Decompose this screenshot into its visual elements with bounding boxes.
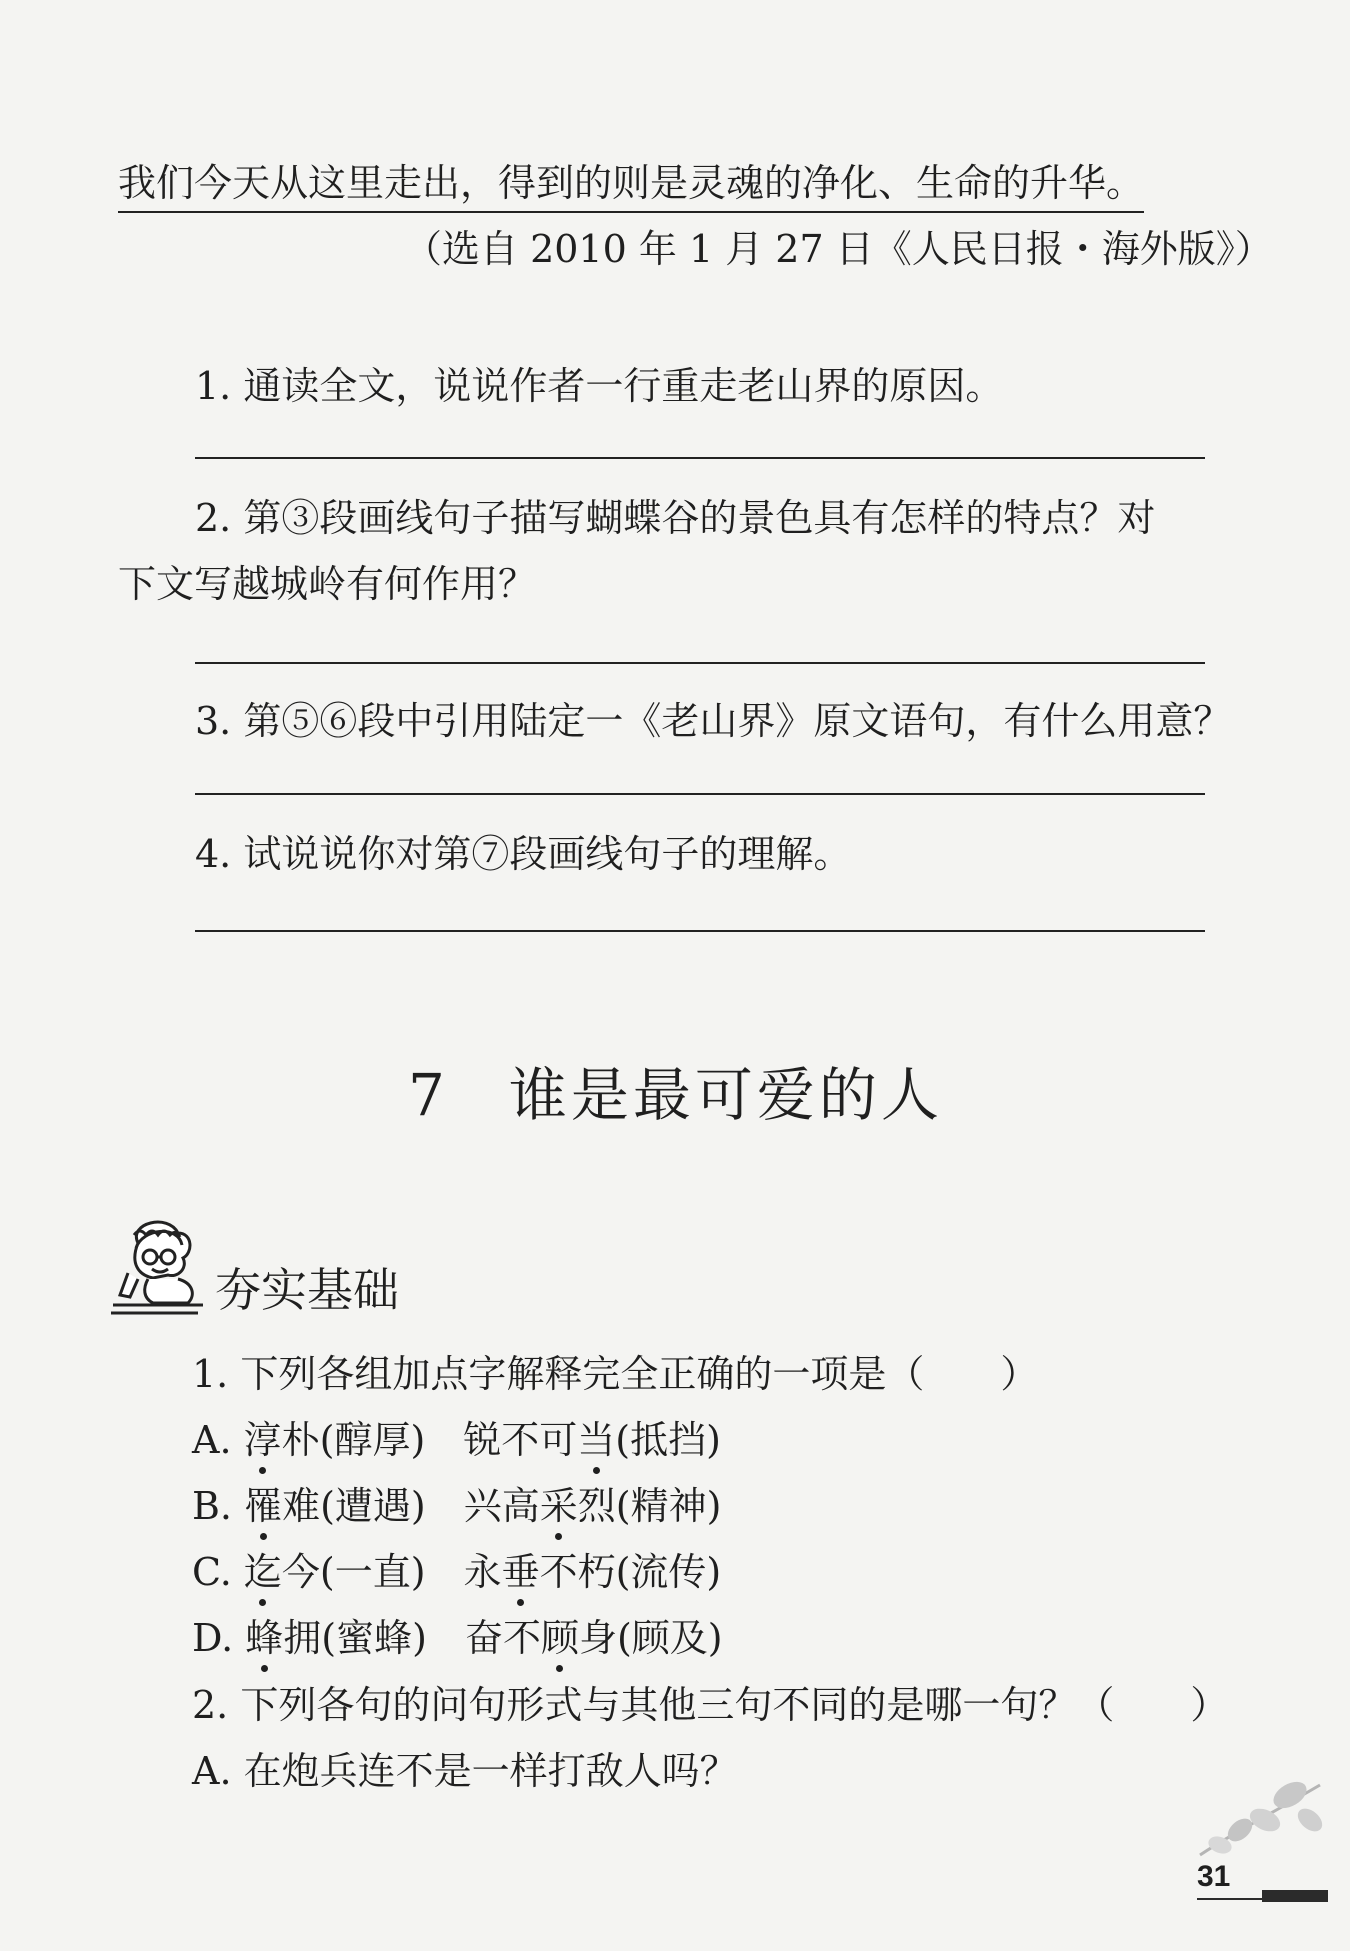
option-d-prefix: D.	[192, 1616, 246, 1660]
mcq-1-option-c[interactable]	[192, 1541, 721, 1596]
passage-last-line-text: 我们今天从这里走出，得到的则是灵魂的净化、生命的升华。	[118, 161, 1145, 205]
answer-line-3[interactable]	[195, 793, 1205, 795]
option-b-prefix: B.	[192, 1484, 245, 1528]
question-4: 4. 试说说你对第⑦段画线句子的理解。	[195, 832, 852, 876]
emphasis-char: 蜂	[245, 1607, 283, 1662]
lesson-number: 7	[408, 1061, 449, 1129]
option-b-end: 烈(精神)	[577, 1484, 722, 1528]
option-b-mid: 难(遭遇) 兴高	[282, 1484, 540, 1528]
passage-last-line	[118, 152, 1144, 213]
emphasis-char: 淳	[244, 1409, 282, 1464]
mcq-1-option-b[interactable]	[192, 1475, 721, 1530]
mcq-1-option-a[interactable]	[192, 1409, 721, 1464]
option-a-mid: 朴(醇厚) 锐不可	[281, 1418, 578, 1462]
mcq-2-option-a[interactable]: A. 在炮兵连不是一样打敌人吗？	[192, 1749, 738, 1793]
option-c-prefix: C.	[192, 1550, 244, 1594]
section-title: 夯实基础	[215, 1263, 399, 1317]
emphasis-char: 采	[540, 1475, 578, 1530]
question-1: 1. 通读全文，说说作者一行重走老山界的原因。	[195, 364, 1004, 408]
page-number-bar	[1262, 1890, 1328, 1902]
option-c-end: 不朽(流传)	[539, 1550, 722, 1594]
question-3: 3. 第⑤⑥段中引用陆定一《老山界》原文语句，有什么用意？	[195, 699, 1232, 743]
option-d-mid: 拥(蜜蜂) 奋不	[283, 1616, 541, 1660]
answer-line-2[interactable]	[195, 662, 1205, 664]
passage-source: （选自 2010 年 1 月 27 日《人民日报・海外版》）	[404, 227, 1273, 271]
answer-line-4[interactable]	[195, 930, 1205, 932]
mcq-1-stem: 1. 下列各组加点字解释完全正确的一项是（ ）	[192, 1352, 1039, 1396]
emphasis-char: 垂	[502, 1541, 540, 1596]
leaf-decoration-icon	[1180, 1765, 1330, 1865]
lesson-title: 谁是最可爱的人	[508, 1061, 943, 1129]
emphasis-char: 当	[577, 1409, 615, 1464]
question-2-line1: 2. 第③段画线句子描写蝴蝶谷的景色具有怎样的特点？对	[195, 496, 1156, 540]
option-d-end: 身(顾及)	[578, 1616, 723, 1660]
page-number: 31	[1197, 1860, 1231, 1893]
lesson-heading	[408, 1048, 943, 1132]
cartoon-reader-icon	[108, 1213, 208, 1323]
page-number-rule	[1197, 1898, 1263, 1900]
mcq-1-option-d[interactable]	[192, 1607, 723, 1662]
option-a-end: (抵挡)	[615, 1418, 721, 1462]
question-2-line2: 下文写越城岭有何作用？	[118, 562, 537, 606]
mcq-2-stem: 2. 下列各句的问句形式与其他三句不同的是哪一句？（ ）	[192, 1683, 1229, 1727]
emphasis-char: 罹	[244, 1475, 282, 1530]
option-a-prefix: A.	[192, 1418, 244, 1462]
emphasis-char: 迄	[244, 1541, 282, 1596]
emphasis-char: 顾	[541, 1607, 579, 1662]
option-c-mid: 今(一直) 永	[281, 1550, 502, 1594]
answer-line-1[interactable]	[195, 457, 1205, 459]
